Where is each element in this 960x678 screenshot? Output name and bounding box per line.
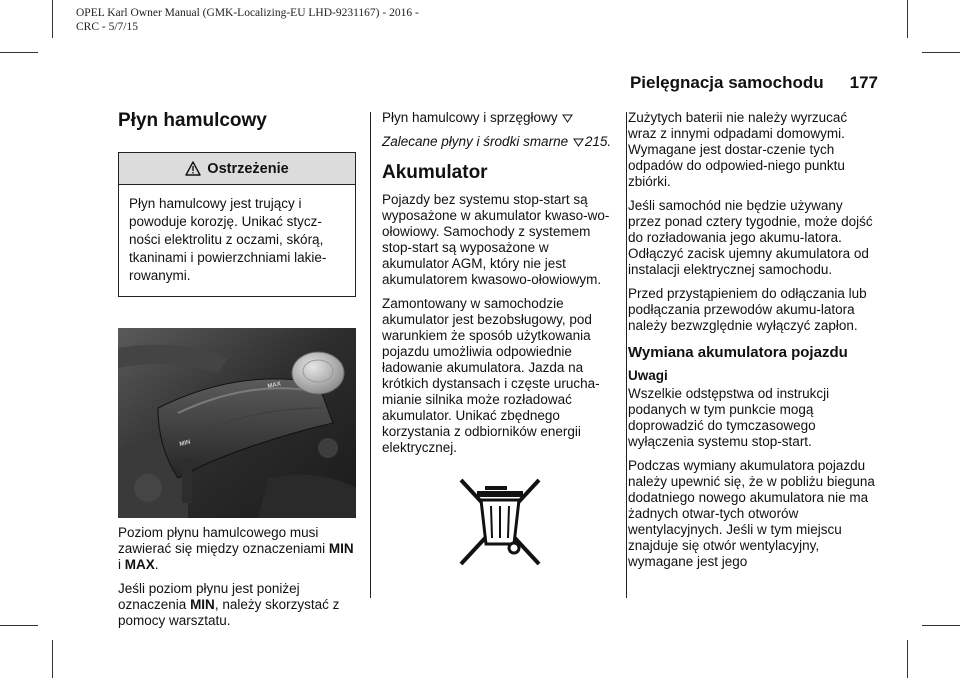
heading-battery: Akumulator <box>382 162 488 183</box>
paragraph <box>382 134 618 150</box>
text-run: Płyn hamulcowy i sprzęgłowy <box>382 110 558 125</box>
photo-label-min: MIN <box>179 439 192 448</box>
warning-title: Ostrzeżenie <box>207 160 289 177</box>
paragraph: Pojazdy bez systemu stop-start są wyposażone w akumulator kwaso-wo-ołowiowy. Samochody z systemem stop-start są wyposażone w akumulator AGM, który nie jest akumulatorem kwasowo-ołowiowym. <box>382 192 610 287</box>
paragraph: Zużytych baterii nie należy wyrzucać wraz z innymi odpadami domowymi. Wymagane jest dostar-czenie tych odpadów do odpowied-niego punktu zbiórki. <box>628 110 848 189</box>
running-header <box>630 73 878 93</box>
slug-line: CRC - 5/7/15 <box>76 21 138 33</box>
column-1 <box>118 110 356 637</box>
print-slug <box>76 6 419 34</box>
warning-body <box>119 185 355 296</box>
crop-mark <box>922 625 960 626</box>
text-run: . <box>607 134 612 149</box>
heading-brake-fluid: Płyn hamulcowy <box>118 110 267 131</box>
photo-label-max: MAX <box>267 381 282 390</box>
crop-mark <box>0 52 38 53</box>
reservoir-illustration <box>118 328 356 518</box>
min-marker: MIN <box>190 597 215 612</box>
paragraph: Wszelkie odstępstwa od instrukcji podanych w tym punkcie mogą doprowadzić do tymczasowego wyłączenia systemu stop-start. <box>628 386 830 449</box>
crop-mark <box>52 640 53 678</box>
heading-battery-replacement: Wymiana akumulatora pojazdu <box>628 344 848 361</box>
section-title: Pielęgnacja samochodu <box>629 73 824 92</box>
reference-arrow-icon[interactable] <box>573 137 584 147</box>
text-run: . <box>154 557 159 572</box>
paragraph <box>118 581 356 629</box>
crop-mark <box>922 52 960 53</box>
text-run: Jeśli poziom płynu jest poniżej oznaczenia <box>118 581 300 612</box>
crop-mark <box>907 640 908 678</box>
text-run: i <box>118 557 125 572</box>
warning-header <box>119 153 355 185</box>
crop-mark <box>907 0 908 38</box>
warning-text: Płyn hamulcowy jest trujący i powoduje korozję. Unikać stycz-ności elektrolitu z oczami, skórą, tkaninami i powierzchniami lakie-rowanymi. <box>129 196 327 283</box>
brake-fluid-text <box>118 525 356 629</box>
column-2 <box>382 110 618 566</box>
paragraph: Podczas wymiany akumulatora pojazdu należy upewnić się, że w pobliżu bieguna dodatniego nowego akumulatora nie ma żadnych otwar-tych otworów wentylacyjnych. Jeśli w tym miejscu znajduje się otwór wentylacyjny, wymagane jest jego <box>628 458 875 569</box>
page-reference-link[interactable]: 215 <box>584 134 608 149</box>
note-title: Uwagi <box>628 368 668 383</box>
text-run: Poziom płynu hamulcowego musi zawierać się między oznaczeniami <box>118 525 329 556</box>
paragraph: Przed przystąpieniem do odłączania lub podłączania przewodów akumu-latora należy bezwzględnie wyłączyć zapłon. <box>628 286 867 333</box>
paragraph <box>118 525 356 573</box>
text-run: Zalecane płyny i środki smarne <box>382 134 569 149</box>
text-run: , należy skorzystać z pomocy warsztatu. <box>118 597 340 628</box>
warning-box <box>118 152 356 297</box>
warning-triangle-icon <box>185 161 201 176</box>
column-divider <box>626 112 627 598</box>
paragraph: Jeśli samochód nie będzie używany przez ponad cztery tygodnie, może dojść do rozładowania jego akumu-latora. Odłączyć zacisk ujemny akumulatora od instalacji elektrycznej samochodu. <box>628 198 873 277</box>
paragraph <box>382 110 618 126</box>
reference-arrow-icon[interactable] <box>562 113 573 123</box>
brake-fluid-reservoir-photo <box>118 328 356 518</box>
crop-mark <box>52 0 53 38</box>
column-3 <box>628 110 876 578</box>
paragraph: Zamontowany w samochodzie akumulator jest bezobsługowy, pod warunkiem że sposób użytkowania pojazdu umożliwia odpowiednie ładowanie akumulatora. Jazda na krótkich dystansach i częste urucha-mianie silnika może rozładować akumulator. Unikać zbędnego korzystania z odbiorników energii elektrycznej. <box>382 296 600 455</box>
min-marker: MIN <box>328 541 354 556</box>
max-marker: MAX <box>124 557 155 572</box>
column-divider <box>370 112 371 598</box>
crop-mark <box>0 625 38 626</box>
page-number: 177 <box>849 73 878 92</box>
slug-line: OPEL Karl Owner Manual (GMK-Localizing-EU LHD-9231167) - 2016 - <box>76 7 419 19</box>
crossed-out-wheelie-bin-icon <box>457 478 543 566</box>
